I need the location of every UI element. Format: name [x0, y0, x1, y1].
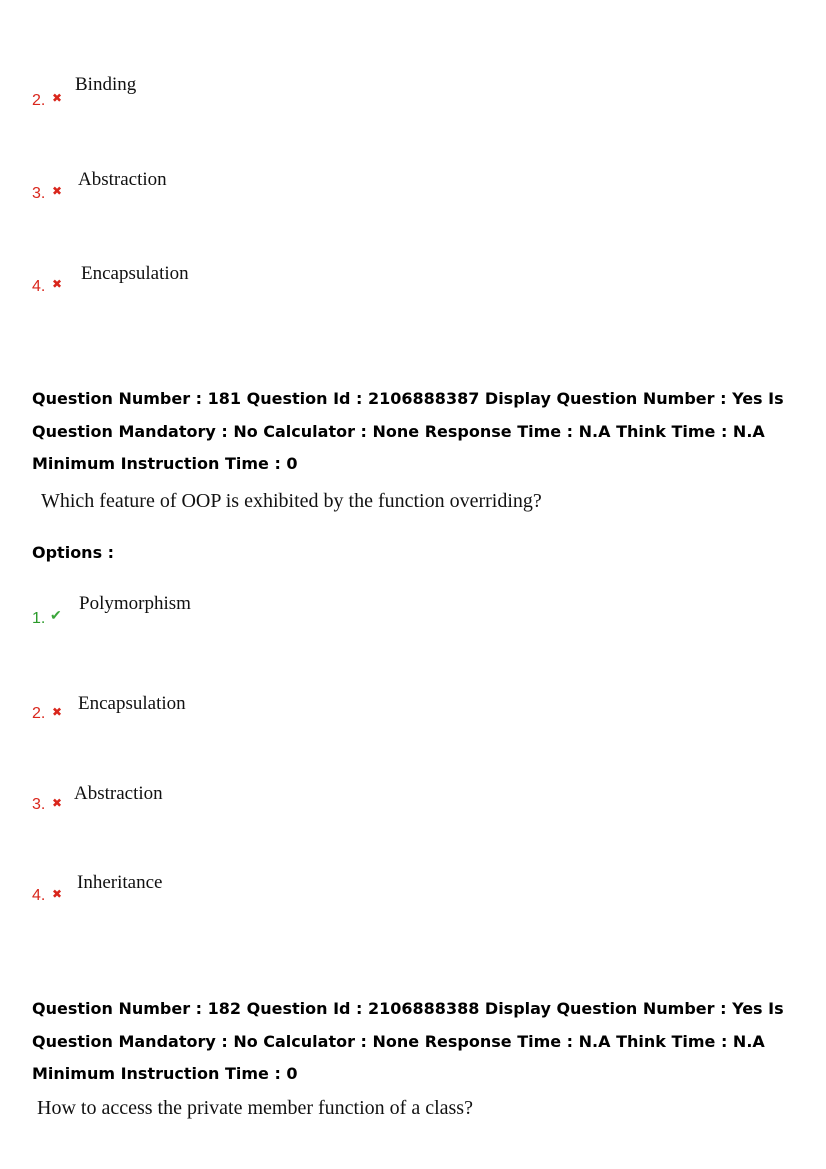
option-number: 3. — [32, 796, 46, 813]
option-number: 3. — [32, 185, 46, 202]
option-text: Polymorphism — [79, 593, 191, 614]
question-meta: Question Number : 181 Question Id : 2106888387 Display Question Number : Yes Is Question Mandatory : No Calculator : None Response Time : N.A Think Time : N.A Minimum Instruction Time : 0 — [32, 389, 784, 473]
option-number: 4. — [32, 887, 46, 904]
option-number: 4. — [32, 278, 46, 295]
check-icon: ✔ — [50, 609, 62, 624]
cross-icon: ✖ — [52, 184, 63, 198]
cross-icon: ✖ — [52, 91, 63, 105]
option-number: 2. — [32, 705, 46, 722]
option-text: Inheritance — [77, 872, 163, 893]
option-text: Encapsulation — [81, 263, 189, 284]
option-text: Abstraction — [78, 169, 167, 190]
cross-icon: ✖ — [52, 705, 63, 719]
cross-icon: ✖ — [52, 277, 63, 291]
option-number: 1. — [32, 610, 46, 627]
option-text: Encapsulation — [78, 693, 186, 714]
cross-icon: ✖ — [52, 887, 63, 901]
option-number: 2. — [32, 92, 46, 109]
cross-icon: ✖ — [52, 796, 63, 810]
question-meta: Question Number : 182 Question Id : 2106888388 Display Question Number : Yes Is Question Mandatory : No Calculator : None Response Time : N.A Think Time : N.A Minimum Instruction Time : 0 — [32, 999, 784, 1083]
question-text: Which feature of OOP is exhibited by the function overriding? — [41, 490, 542, 512]
option-text: Binding — [75, 74, 137, 95]
options-label: Options : — [32, 543, 115, 562]
question-text: How to access the private member function of a class? — [37, 1097, 473, 1119]
option-text: Abstraction — [74, 783, 163, 804]
